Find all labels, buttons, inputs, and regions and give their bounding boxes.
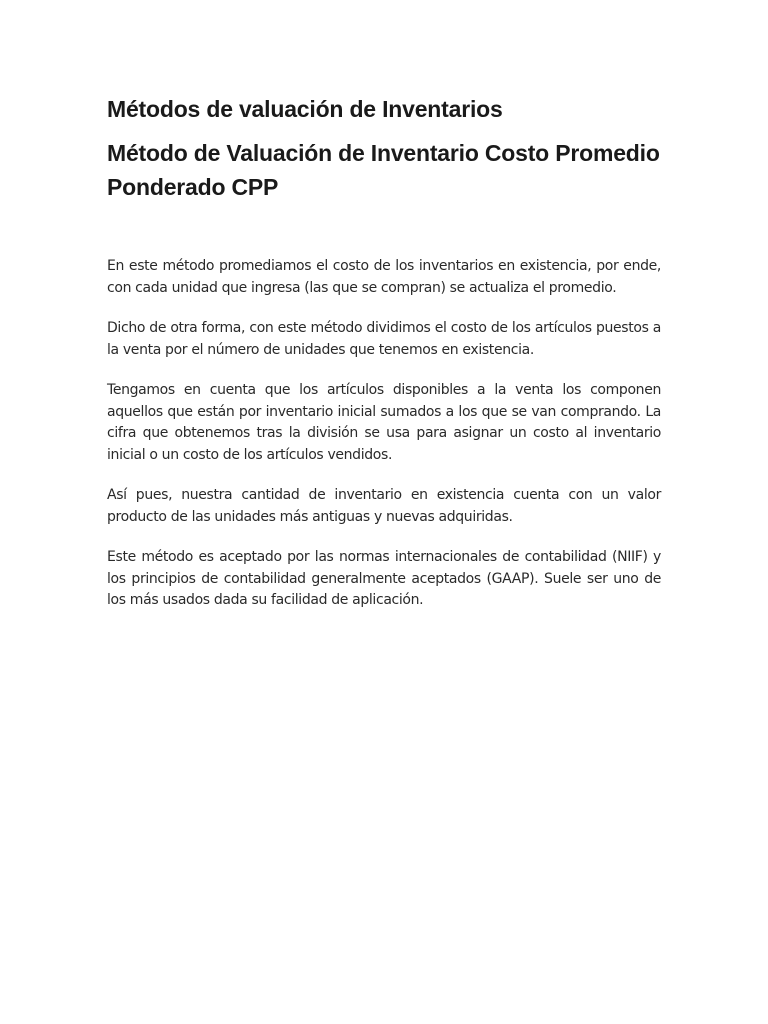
document-subtitle: Método de Valuación de Inventario Costo Promedio Ponderado CPP	[107, 140, 660, 200]
paragraph-5: Este método es aceptado por las normas internacionales de contabilidad (NIIF) y los principios de contabilidad generalmente aceptados (GAAP). Suele ser uno de los más usados dada su facilidad de aplicación.	[107, 549, 661, 608]
document-page	[107, 92, 661, 631]
paragraph-1: En este método promediamos el costo de los inventarios en existencia, por ende, con cada unidad que ingresa (las que se compran) se actualiza el promedio.	[107, 258, 661, 296]
paragraph-3: Tengamos en cuenta que los artículos disponibles a la venta los componen aquellos que están por inventario inicial sumados a los que se van comprando. La cifra que obtenemos tras la división se usa para asignar un costo al inventario inicial o un costo de los artículos vendidos.	[107, 382, 661, 463]
paragraph-2: Dicho de otra forma, con este método dividimos el costo de los artículos puestos a la venta por el número de unidades que tenemos en existencia.	[107, 320, 661, 358]
document-title: Métodos de valuación de Inventarios	[107, 96, 503, 122]
paragraph-4: Así pues, nuestra cantidad de inventario en existencia cuenta con un valor producto de las unidades más antiguas y nuevas adquiridas.	[107, 487, 661, 525]
